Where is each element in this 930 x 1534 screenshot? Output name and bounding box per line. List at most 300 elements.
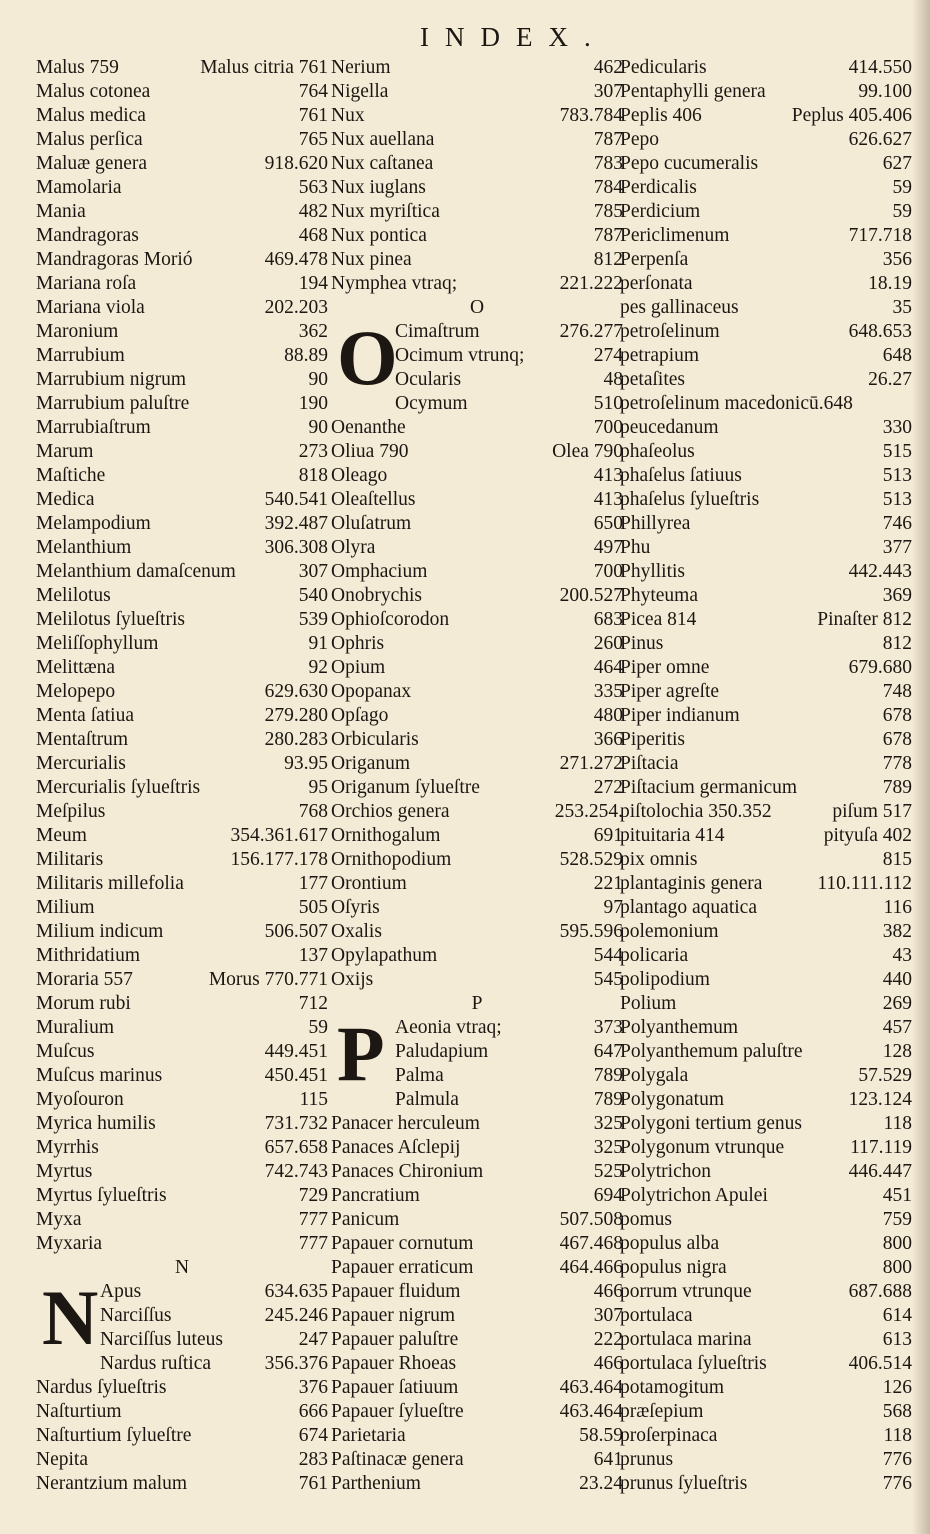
index-entry [331, 584, 623, 608]
index-entry [36, 608, 328, 632]
entry-page: 18.19 [868, 273, 912, 294]
entry-term: Papauer ſylueſtre [331, 1401, 464, 1422]
entry-page: 260 [593, 633, 623, 654]
entry-page: 783.784 [559, 105, 623, 126]
index-entry [36, 584, 328, 608]
entry-term: Maſtiche [36, 465, 106, 486]
index-entry [331, 728, 623, 752]
index-entry [36, 224, 328, 248]
index-entry [331, 176, 623, 200]
entry-term: Polygala [620, 1065, 689, 1086]
entry-page: 306.308 [264, 537, 328, 558]
index-entry [331, 968, 623, 992]
entry-term: Oliua 790 [331, 441, 409, 462]
entry-term: Phu [620, 537, 651, 558]
index-entry [331, 1016, 623, 1040]
section-heading: O [469, 297, 485, 318]
entry-page: 97 [603, 897, 623, 918]
index-entry [620, 824, 912, 848]
entry-term: portulaca marina [620, 1329, 752, 1350]
entry-term: Naſturtium [36, 1401, 122, 1422]
entry-page: 539 [298, 609, 328, 630]
entry-page: 202.203 [264, 297, 328, 318]
entry-term: Nux caſtanea [331, 153, 434, 174]
entry-term: petaſites [620, 369, 685, 390]
entry-term: Maronium [36, 321, 119, 342]
entry-page: 510 [593, 393, 623, 414]
entry-term: Mariana viola [36, 297, 145, 318]
entry-page: 595.596 [559, 921, 623, 942]
entry-term: proſerpinaca [620, 1425, 718, 1446]
index-entry [36, 728, 328, 752]
index-entry [331, 944, 623, 968]
entry-page: 647 [593, 1041, 623, 1062]
index-entry [331, 608, 623, 632]
entry-term: Pancratium [331, 1185, 420, 1206]
entry-page: 787 [593, 129, 623, 150]
entry-term: Panacer herculeum [331, 1113, 480, 1134]
entry-page: 356 [882, 249, 912, 270]
entry-term: Mania [36, 201, 86, 222]
entry-page: 110.111.112 [817, 873, 912, 894]
entry-page: 545 [593, 969, 623, 990]
index-entry [331, 440, 623, 464]
entry-page: 666 [298, 1401, 328, 1422]
entry-page: 687.688 [848, 1281, 912, 1302]
entry-term: Orchios genera [331, 801, 450, 822]
entry-page: 48 [603, 369, 623, 390]
index-entry [331, 104, 623, 128]
index-entry [36, 920, 328, 944]
entry-page: 482 [298, 201, 328, 222]
entry-page: 777 [298, 1233, 328, 1254]
entry-page: 414.550 [848, 57, 912, 78]
index-entry [36, 824, 328, 848]
entry-term: Origanum [331, 753, 411, 774]
entry-page: 505 [298, 897, 328, 918]
entry-term: Origanum ſylueſtre [331, 777, 480, 798]
entry-page: 58.59 [579, 1425, 623, 1446]
index-entry [36, 1040, 328, 1064]
index-entry [620, 1256, 912, 1280]
entry-term: Melampodium [36, 513, 151, 534]
entry-page: 99.100 [858, 81, 912, 102]
entry-page: 366 [593, 729, 623, 750]
entry-page: 700 [593, 561, 623, 582]
entry-term: Phillyrea [620, 513, 691, 534]
index-entry [620, 392, 912, 416]
index-entry [36, 1160, 328, 1184]
index-entry [620, 536, 912, 560]
entry-page: 466 [593, 1281, 623, 1302]
page-edge-shadow [912, 0, 930, 1534]
entry-page: 190 [298, 393, 328, 414]
entry-page: 674 [298, 1425, 328, 1446]
entry-page: 90 [308, 369, 328, 390]
index-entry [620, 1424, 912, 1448]
index-entry [331, 776, 623, 800]
index-entry [36, 320, 328, 344]
entry-term: Opium [331, 657, 386, 678]
entry-term: Papauer Rhoeas [331, 1353, 457, 1374]
entry-page: Peplus 405.406 [791, 105, 912, 126]
index-entry [331, 272, 623, 296]
entry-page: 382 [882, 921, 912, 942]
drop-cap-initial: N [42, 1274, 99, 1361]
entry-page: 221 [593, 873, 623, 894]
index-entry [620, 944, 912, 968]
entry-term: Aeonia vtraq; [395, 1017, 502, 1038]
entry-page: 480 [593, 705, 623, 726]
index-entry [36, 968, 328, 992]
entry-term: Opſago [331, 705, 389, 726]
index-entry [620, 1304, 912, 1328]
entry-page: 497 [593, 537, 623, 558]
entry-term: Melilotus ſylueſtris [36, 609, 185, 630]
index-entry [620, 176, 912, 200]
entry-term: Perdicalis [620, 177, 697, 198]
entry-term: Myrica humilis [36, 1113, 156, 1134]
index-entry [331, 1232, 623, 1256]
entry-page: 123.124 [848, 1089, 912, 1110]
entry-term: petroſelinum macedonicū.648 [620, 393, 853, 414]
entry-term: pes gallinaceus [620, 297, 739, 318]
entry-term: Orontium [331, 873, 407, 894]
entry-term: Militaris millefolia [36, 873, 184, 894]
entry-term: Orbicularis [331, 729, 419, 750]
entry-term: prunus [620, 1449, 674, 1470]
entry-page: 789 [593, 1065, 623, 1086]
index-column-1 [36, 56, 328, 1496]
entry-term: præſepium [620, 1401, 704, 1422]
entry-page: 712 [298, 993, 328, 1014]
index-entry [36, 632, 328, 656]
entry-page: 613 [882, 1329, 912, 1350]
entry-page: 93.95 [284, 753, 328, 774]
entry-term: Parietaria [331, 1425, 406, 1446]
entry-term: Marrubium nigrum [36, 369, 187, 390]
entry-term: Palma [395, 1065, 444, 1086]
index-entry [36, 1232, 328, 1256]
entry-page: 629.630 [264, 681, 328, 702]
entry-page: 778 [882, 753, 912, 774]
entry-page: 222 [593, 1329, 623, 1350]
index-entry [331, 680, 623, 704]
entry-page: 156.177.178 [230, 849, 328, 870]
entry-term: Mercurialis [36, 753, 126, 774]
entry-term: Marrubium [36, 345, 125, 366]
entry-term: Meſpilus [36, 801, 106, 822]
entry-page: 678 [882, 729, 912, 750]
entry-term: Papauer fluidum [331, 1281, 461, 1302]
index-entry [620, 1376, 912, 1400]
index-entry [36, 800, 328, 824]
entry-term: Nux iuglans [331, 177, 426, 198]
entry-page: 43 [892, 945, 912, 966]
entry-term: pix omnis [620, 849, 698, 870]
index-entry [620, 224, 912, 248]
entry-term: Pinus [620, 633, 664, 654]
entry-page: 789 [593, 1089, 623, 1110]
index-entry [620, 992, 912, 1016]
entry-page: 464.466 [559, 1257, 623, 1278]
index-entry [620, 488, 912, 512]
entry-page: 440 [882, 969, 912, 990]
entry-term: Piper indianum [620, 705, 740, 726]
entry-page: 748 [882, 681, 912, 702]
index-entry [36, 1088, 328, 1112]
index-entry [331, 704, 623, 728]
index-entry [36, 704, 328, 728]
entry-page: 449.451 [264, 1041, 328, 1062]
entry-term: Myrrhis [36, 1137, 99, 1158]
entry-term: Muſcus marinus [36, 1065, 163, 1086]
entry-term: Mentaſtrum [36, 729, 129, 750]
section-heading: P [471, 993, 483, 1014]
entry-page: 563 [298, 177, 328, 198]
entry-term: Apus [100, 1281, 142, 1302]
index-entry [620, 1328, 912, 1352]
index-entry [620, 848, 912, 872]
entry-term: Opopanax [331, 681, 412, 702]
index-entry [331, 1304, 623, 1328]
entry-page: 765 [298, 129, 328, 150]
entry-term: Myrtus ſylueſtris [36, 1185, 167, 1206]
entry-page: 812 [882, 633, 912, 654]
entry-term: portulaca [620, 1305, 693, 1326]
entry-term: Polygonatum [620, 1089, 725, 1110]
entry-term: perſonata [620, 273, 693, 294]
entry-page: 269 [882, 993, 912, 1014]
index-entry [331, 1400, 623, 1424]
entry-page: 92 [308, 657, 328, 678]
index-entry [620, 1112, 912, 1136]
index-entry [620, 1016, 912, 1040]
index-entry [620, 1472, 912, 1496]
entry-page: 648 [882, 345, 912, 366]
entry-page: 273 [298, 441, 328, 462]
index-entry [620, 80, 912, 104]
index-entry [331, 80, 623, 104]
index-entry [620, 344, 912, 368]
index-entry [36, 1424, 328, 1448]
entry-term: Polygonum vtrunque [620, 1137, 785, 1158]
index-entry [620, 56, 912, 80]
index-entry [620, 680, 912, 704]
index-entry [620, 776, 912, 800]
index-entry [36, 872, 328, 896]
entry-term: plantaginis genera [620, 873, 763, 894]
entry-page: 464 [593, 657, 623, 678]
entry-page: 777 [298, 1209, 328, 1230]
index-entry [331, 512, 623, 536]
entry-term: Ocularis [395, 369, 462, 390]
entry-page: Malus citria 761 [200, 57, 328, 78]
entry-page: 23.24 [579, 1473, 623, 1494]
entry-term: phaſeolus [620, 441, 695, 462]
entry-page: 117.119 [850, 1137, 912, 1158]
index-entry [331, 896, 623, 920]
index-entry [36, 896, 328, 920]
index-entry [620, 152, 912, 176]
entry-term: porrum vtrunque [620, 1281, 752, 1302]
entry-term: Polytrichon Apulei [620, 1185, 768, 1206]
entry-page: 678 [882, 705, 912, 726]
entry-term: potamogitum [620, 1377, 724, 1398]
index-entry [620, 632, 912, 656]
entry-page: 376 [298, 1377, 328, 1398]
entry-page: 469.478 [264, 249, 328, 270]
index-entry [36, 1400, 328, 1424]
index-entry [331, 1256, 623, 1280]
entry-term: Palmula [395, 1089, 459, 1110]
entry-term: populus alba [620, 1233, 720, 1254]
entry-term: Piperitis [620, 729, 686, 750]
index-entry [331, 488, 623, 512]
entry-page: 759 [882, 1209, 912, 1230]
entry-page: 369 [882, 585, 912, 606]
entry-term: Melopepo [36, 681, 116, 702]
index-entry [36, 56, 328, 80]
entry-page: 800 [882, 1233, 912, 1254]
entry-term: Cimaſtrum [395, 321, 480, 342]
entry-page: 768 [298, 801, 328, 822]
index-entry [620, 200, 912, 224]
entry-term: Nerium [331, 57, 391, 78]
index-entry [620, 248, 912, 272]
index-entry [331, 1136, 623, 1160]
index-entry [331, 368, 623, 392]
entry-term: Nymphea vtraq; [331, 273, 458, 294]
entry-page: 657.658 [264, 1137, 328, 1158]
index-entry [620, 800, 912, 824]
index-entry [36, 416, 328, 440]
entry-term: Papauer ſatiuum [331, 1377, 459, 1398]
initial-entries [36, 1274, 328, 1376]
entry-term: Melilotus [36, 585, 111, 606]
entry-term: Ophioſcorodon [331, 609, 450, 630]
entry-term: Mandragoras Morió [36, 249, 193, 270]
entry-page: 515 [882, 441, 912, 462]
entry-page: 91 [308, 633, 328, 654]
entry-page: 507.508 [559, 1209, 623, 1230]
entry-page: 918.620 [264, 153, 328, 174]
index-entry [331, 872, 623, 896]
entry-term: Pentaphylli genera [620, 81, 766, 102]
index-entry [620, 872, 912, 896]
index-entry [331, 1160, 623, 1184]
index-entry [36, 1352, 328, 1376]
entry-page: 717.718 [848, 225, 912, 246]
entry-page: 746 [882, 513, 912, 534]
entry-page: 729 [298, 1185, 328, 1206]
entry-term: Nepita [36, 1449, 88, 1470]
entry-term: Panaces Chironium [331, 1161, 484, 1182]
entry-page: 245.246 [264, 1305, 328, 1326]
entry-term: Omphacium [331, 561, 428, 582]
index-entry [620, 272, 912, 296]
index-entry [620, 440, 912, 464]
entry-term: Papauer paluſtre [331, 1329, 459, 1350]
entry-page: Olea 790 [552, 441, 623, 462]
index-entry [620, 560, 912, 584]
entry-page: 274 [593, 345, 623, 366]
index-entry [36, 1448, 328, 1472]
entry-page: 221.222 [559, 273, 623, 294]
index-entry [36, 848, 328, 872]
entry-page: 26.27 [868, 369, 912, 390]
index-entry [620, 656, 912, 680]
entry-term: Oxijs [331, 969, 374, 990]
entry-term: Moraria 557 [36, 969, 133, 990]
index-entry [331, 1424, 623, 1448]
index-entry [620, 920, 912, 944]
entry-page: 700 [593, 417, 623, 438]
entry-term: petrapium [620, 345, 700, 366]
index-entry [36, 464, 328, 488]
entry-page: Pinaſter 812 [817, 609, 912, 630]
index-entry [36, 1184, 328, 1208]
index-entry [36, 1112, 328, 1136]
entry-page: 272 [593, 777, 623, 798]
entry-page: 679.680 [848, 657, 912, 678]
entry-page: 88.89 [284, 345, 328, 366]
entry-page: 335 [593, 681, 623, 702]
index-entry [331, 536, 623, 560]
entry-page: 742.743 [264, 1161, 328, 1182]
entry-page: 789 [882, 777, 912, 798]
entry-term: Peplis 406 [620, 105, 702, 126]
index-entry [36, 1136, 328, 1160]
entry-term: Pepo cucumeralis [620, 153, 759, 174]
entry-term: Oluſatrum [331, 513, 412, 534]
entry-page: 118 [883, 1113, 912, 1134]
entry-term: Muralium [36, 1017, 114, 1038]
page-header: INDEX. [420, 22, 607, 52]
entry-term: Myoſouron [36, 1089, 124, 1110]
entry-term: Nerantzium malum [36, 1473, 188, 1494]
entry-term: phaſelus ſylueſtris [620, 489, 760, 510]
entry-page: 362 [298, 321, 328, 342]
index-entry [36, 80, 328, 104]
entry-page: 544 [593, 945, 623, 966]
entry-page: piſum 517 [832, 801, 912, 822]
entry-page: 463.464 [559, 1377, 623, 1398]
entry-term: peucedanum [620, 417, 719, 438]
entry-term: Nardus ſylueſtris [36, 1377, 167, 1398]
entry-page: 540.541 [264, 489, 328, 510]
index-entry [620, 512, 912, 536]
index-entry [331, 224, 623, 248]
index-entry [620, 728, 912, 752]
entry-term: Pepo [620, 129, 659, 150]
index-entry [36, 440, 328, 464]
entry-term: Papauer cornutum [331, 1233, 474, 1254]
index-entry [331, 1376, 623, 1400]
entry-term: Ocimum vtrunq; [395, 345, 525, 366]
entry-term: pituitaria 414 [620, 825, 725, 846]
entry-term: Myrtus [36, 1161, 93, 1182]
entry-page: 95 [308, 777, 328, 798]
index-entry [620, 968, 912, 992]
entry-term: Malus cotonea [36, 81, 151, 102]
index-entry [36, 128, 328, 152]
entry-page: 276.277 [559, 321, 623, 342]
index-entry [620, 128, 912, 152]
entry-term: Malus 759 [36, 57, 119, 78]
entry-page: 457 [882, 1017, 912, 1038]
index-entry [36, 656, 328, 680]
